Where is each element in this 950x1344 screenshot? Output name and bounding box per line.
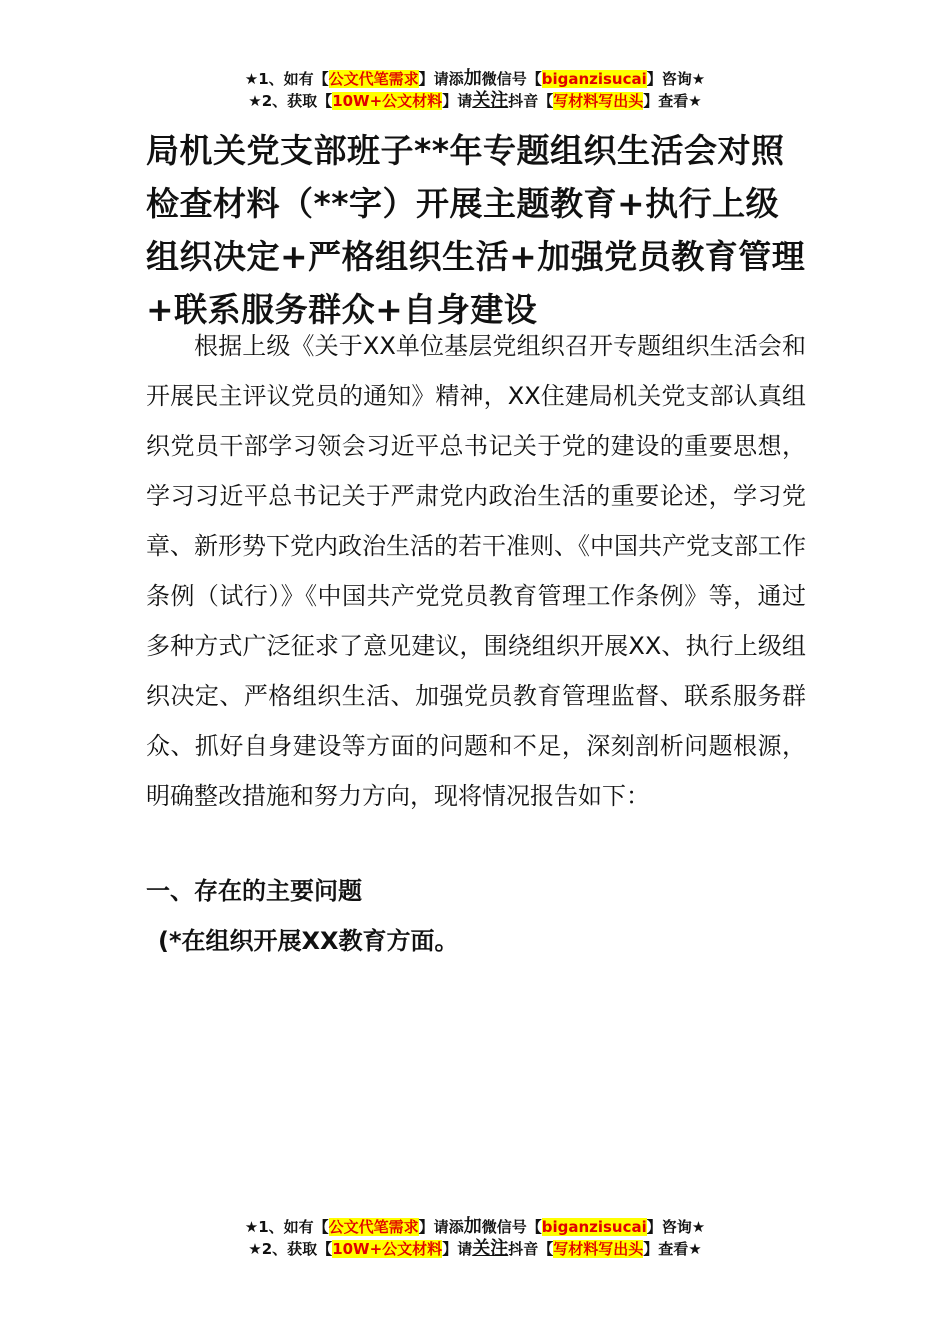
banner-text: ★1、如有【 <box>244 1218 329 1236</box>
banner-text: 】请 <box>442 1240 473 1258</box>
banner-highlight: 写材料写出头 <box>553 92 644 110</box>
banner-text: 】咨询★ <box>646 70 706 88</box>
banner-emphasis: 关注 <box>472 90 509 111</box>
banner-text: 】查看★ <box>643 92 702 110</box>
subsection-heading: (*在组织开展XX教育方面。 <box>158 927 459 955</box>
banner-highlight: biganzisucai <box>541 1218 647 1236</box>
banner-text: ★1、如有【 <box>244 70 329 88</box>
banner-emphasis: 加 <box>463 68 482 89</box>
banner-line-2 <box>0 1238 950 1260</box>
banner-text: 微信号【 <box>481 70 542 88</box>
banner-text: 】咨询★ <box>646 1218 706 1236</box>
banner-highlight: biganzisucai <box>541 70 647 88</box>
banner-text: 】请 <box>442 92 473 110</box>
section-heading: 一、存在的主要问题 <box>146 877 362 905</box>
footer-banner <box>0 1216 950 1260</box>
banner-text: 】请添 <box>418 1218 464 1236</box>
banner-text: 】查看★ <box>643 1240 702 1258</box>
banner-text: ★2、获取【 <box>248 1240 333 1258</box>
header-banner <box>0 68 950 112</box>
banner-highlight: 10W+公文材料 <box>332 1240 443 1258</box>
banner-emphasis: 关注 <box>472 1238 509 1259</box>
banner-text: 抖音【 <box>508 1240 554 1258</box>
banner-highlight: 写材料写出头 <box>553 1240 644 1258</box>
banner-text: ★2、获取【 <box>248 92 333 110</box>
intro-paragraph: 根据上级《关于XX单位基层党组织召开专题组织生活会和开展民主评议党员的通知》精神，XX住建局机关党支部认真组织党员干部学习领会习近平总书记关于党的建设的重要思想，学习习近平总书记关于严肃党内政治生活的重要论述，学习党章、新形势下党内政治生活的若干准则、《中国共产党支部工作条例（试行）》《中国共产党党员教育管理工作条例》等，通过多种方式广泛征求了意见建议，围绕组织开展XX、执行上级组织决定、严格组织生活、加强党员教育管理监督、联系服务群众、抓好自身建设等方面的问题和不足，深刻剖析问题根源，明确整改措施和努力方向，现将情况报告如下： <box>146 332 806 810</box>
banner-line-2 <box>0 90 950 112</box>
banner-text: 】请添 <box>418 70 464 88</box>
banner-text: 微信号【 <box>481 1218 542 1236</box>
banner-line-1 <box>0 1216 950 1238</box>
banner-highlight: 公文代笔需求 <box>328 70 419 88</box>
banner-highlight: 公文代笔需求 <box>328 1218 419 1236</box>
banner-emphasis: 加 <box>463 1216 482 1237</box>
banner-text: 抖音【 <box>508 92 554 110</box>
banner-line-1 <box>0 68 950 90</box>
document-title: 局机关党支部班子**年专题组织生活会对照检查材料（**字）开展主题教育+执行上级组织决定+严格组织生活+加强党员教育管理+联系服务群众+自身建设 <box>146 131 806 329</box>
banner-highlight: 10W+公文材料 <box>332 92 443 110</box>
